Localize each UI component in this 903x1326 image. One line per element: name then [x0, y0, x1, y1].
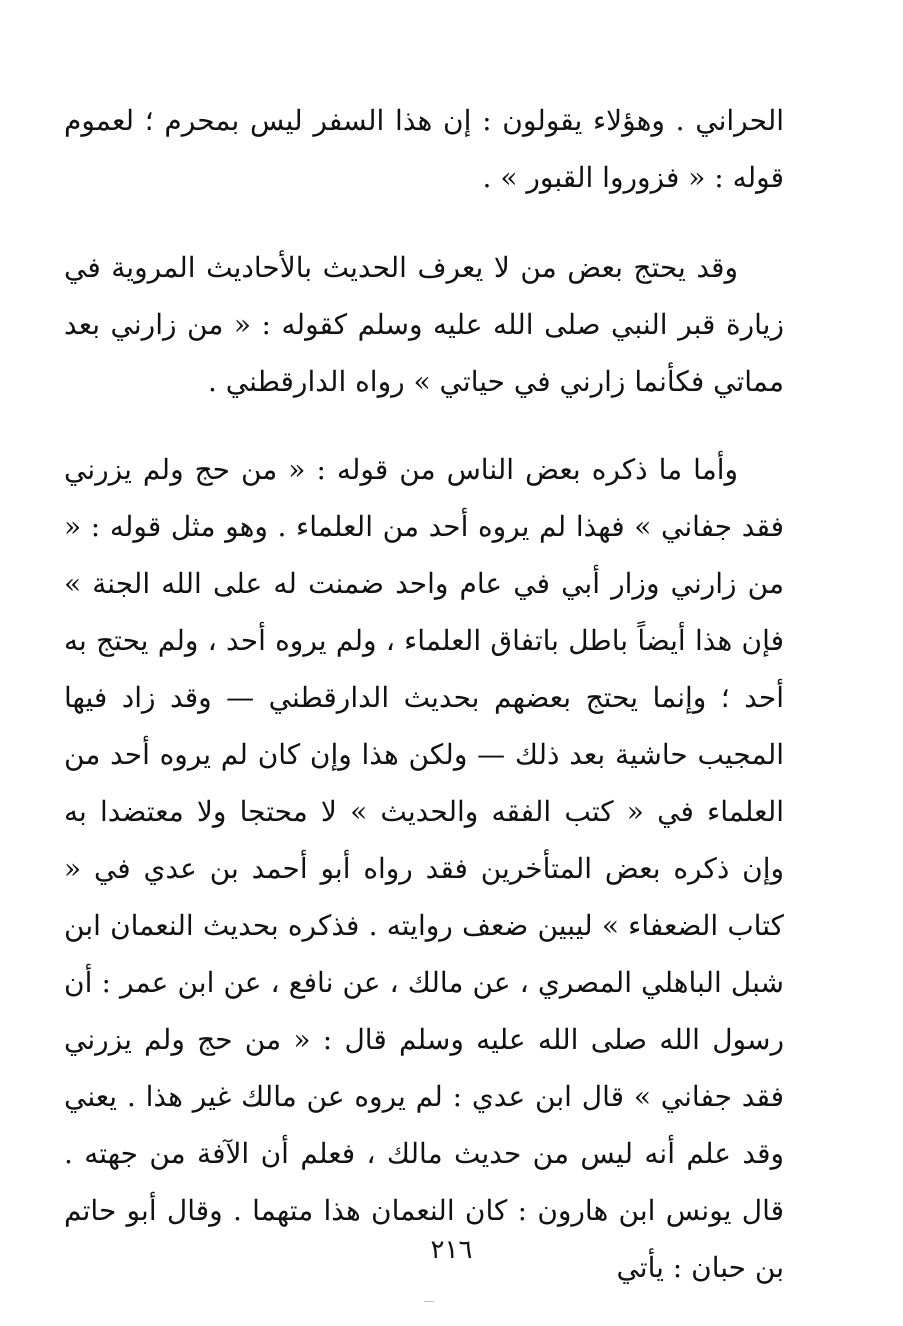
paragraph-text: وأما ما ذكره بعض الناس من قوله : « من حج ولم يزرني فقد جفاني » فهذا لم يروه أحد من العلماء . وهو مثل قوله : « من زارني وزار أبي في عام واحد ضمنت له على الله الجنة » فإن هذا أيضاً باطل باتفاق العلماء ، ولم يروه أحد ، ولم يحتج به أحد ؛ وإنما يحتج بعضهم بحديث الدارقطني — وقد زاد فيها المجيب حاشية بعد ذلك — ولكن هذا وإن كان لم يروه أحد من العلماء في « كتب الفقه والحديث » لا محتجا ولا معتضدا به وإن ذكره بعض المتأخرين فقد رواه أبو أحمد بن عدي في « كتاب الضعفاء » ليبين ضعف روايته . فذكره بحديث النعمان ابن شبل الباهلي المصري ، عن مالك ، عن نافع ، عن ابن عمر : أن رسول الله صلى الله عليه وسلم قال : « من حج ولم يزرني فقد جفاني » قال ابن عدي : لم يروه عن مالك غير هذا . يعني وقد علم أنه ليس من حديث مالك ، فعلم أن الآفة من جهته . قال يونس ابن هارون : كان النعمان هذا متهما . وقال أبو حاتم بن حبان : يأتي [64, 453, 784, 1284]
scan-artifact [424, 1301, 434, 1302]
paragraph-3 [64, 441, 784, 1296]
paragraph-text: وقد يحتج بعض من لا يعرف الحديث بالأحاديث المروية في زيارة قبر النبي صلى الله عليه وسلم كقوله : « من زارني بعد مماتي فكأنما زارني في حياتي » رواه الدارقطني . [64, 251, 784, 398]
paragraph-1 [64, 92, 784, 206]
paragraph-text: الحراني . وهؤلاء يقولون : إن هذا السفر ليس بمحرم ؛ لعموم قوله : « فزوروا القبور » . [64, 104, 784, 194]
page-number: ٢١٦ [430, 1235, 473, 1265]
paragraph-2 [64, 239, 784, 410]
